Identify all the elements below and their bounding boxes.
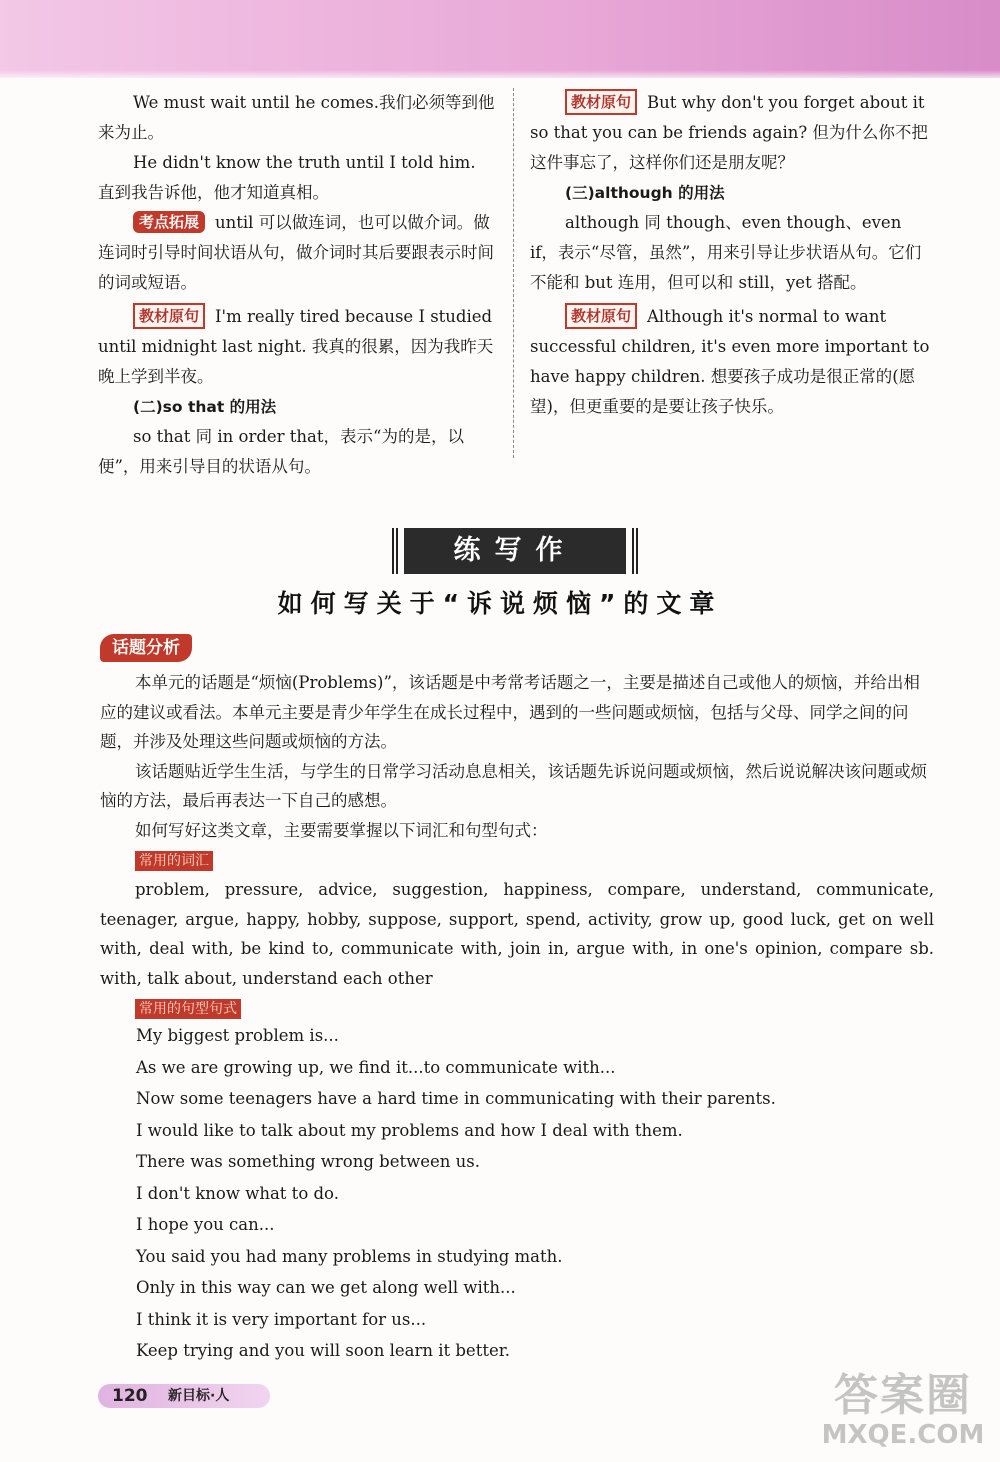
left-paragraph-2: He didn't know the truth until I told him. 直到我告诉他，他才知道真相。 <box>98 153 476 202</box>
watermark-en: MXQE.COM <box>821 1420 985 1450</box>
left-paragraph-1: We must wait until he comes.我们必须等到他来为止。 <box>98 93 495 142</box>
topic-body <box>100 668 934 1023</box>
tag-textbook-sentence: 教材原句 <box>565 303 637 329</box>
tag-exam-expand: 考点拓展 <box>133 211 205 233</box>
sentence-pattern-tag: 常用的句型句式 <box>135 999 241 1019</box>
right-column <box>530 88 932 422</box>
header-band <box>0 0 1000 78</box>
sentence-item: Keep trying and you will soon learn it better. <box>136 1341 511 1360</box>
left-paragraph-3: until 可以做连词，也可以做介词。做连词时引导时间状语从句，做介词时其后要跟表示时间的词或短语。 <box>98 213 494 292</box>
page-number: 120 <box>112 1386 148 1406</box>
body-paragraph-3: 如何写好这类文章，主要需要掌握以下词汇和句型句式： <box>135 820 548 840</box>
article-title: 如何写关于“诉说烦恼”的文章 <box>277 589 723 618</box>
sentence-item: I think it is very important for us... <box>136 1309 427 1329</box>
sentence-item: Now some teenagers have a hard time in communicating with their parents. <box>136 1089 776 1108</box>
sentence-list <box>136 1020 936 1367</box>
topic-analysis-tag: 话题分析 <box>100 634 192 662</box>
body-paragraph-1: 本单元的话题是“烦恼(Problems)”，该话题是中考常考话题之一，主要是描述自己或他人的烦恼，并给出相应的建议或看法。本单元主要是青少年学生在成长过程中，遇到的一些问题或烦恼，包括与父母、同学之间的问题，并涉及处理这些问题或烦恼的方法。 <box>100 673 920 751</box>
left-column <box>98 88 496 482</box>
right-paragraph-1: But why don't you forget about it so that you can be friends again? 但为什么你不把这件事忘了，这样你们还是朋友呢？ <box>530 93 928 172</box>
sentence-item: My biggest problem is... <box>136 1026 339 1045</box>
column-divider <box>513 88 514 458</box>
sentence-item: I would like to talk about my problems and how I deal with them. <box>136 1120 683 1140</box>
book-name: 新目标·人 <box>168 1388 230 1404</box>
watermark-logo <box>818 1372 988 1456</box>
section-banner <box>392 528 638 574</box>
heading-so-that: (二)so that 的用法 <box>133 398 277 416</box>
left-paragraph-5: so that 同 in order that，表示“为的是，以便”，用来引导目的状语从句。 <box>98 427 464 476</box>
section-banner-text: 练写作 <box>404 528 626 574</box>
vocab-list: problem, pressure, advice, suggestion, happiness, compare, understand, communicate, teenager, argue, happy, hobby, suppose, support, spend, activity, grow up, good luck, get on well with, deal with, be kind to, communicate with, join in, argue with, in one's opinion, compare sb. with, talk about, understand each other <box>100 880 934 988</box>
vocab-tag: 常用的词汇 <box>135 851 213 871</box>
sentence-item: I hope you can... <box>136 1215 275 1234</box>
sentence-item: As we are growing up, we find it...to communicate with... <box>136 1057 616 1077</box>
tag-textbook-sentence: 教材原句 <box>565 89 637 115</box>
body-paragraph-2: 该话题贴近学生生活，与学生的日常学习活动息息相关，该话题先诉说问题或烦恼，然后说说解决该问题或烦恼的方法，最后再表达一下自己的感想。 <box>100 761 927 810</box>
right-paragraph-3: Although it's normal to want successful children, it's even more important to have happy children. 想要孩子成功是很正常的(愿望)，但更重要的是要让孩子快乐。 <box>530 307 930 416</box>
page-footer <box>98 1384 270 1408</box>
watermark-cn: 答案圈 <box>834 1370 972 1421</box>
sentence-item: There was something wrong between us. <box>136 1152 480 1171</box>
tag-textbook-sentence: 教材原句 <box>133 303 205 329</box>
sentence-item: You said you had many problems in studying math. <box>136 1246 563 1266</box>
sentence-item: Only in this way can we get along well with... <box>136 1278 516 1297</box>
heading-although: (三)although 的用法 <box>565 184 725 202</box>
left-paragraph-4: I'm really tired because I studied until midnight last night. 我真的很累，因为我昨天晚上学到半夜。 <box>98 307 494 386</box>
right-paragraph-2: although 同 though、even though、even if，表示“尽管，虽然”，用来引导让步状语从句。它们不能和 but 连用，但可以和 still，yet 搭配。 <box>530 213 922 292</box>
sentence-item: I don't know what to do. <box>136 1183 339 1203</box>
